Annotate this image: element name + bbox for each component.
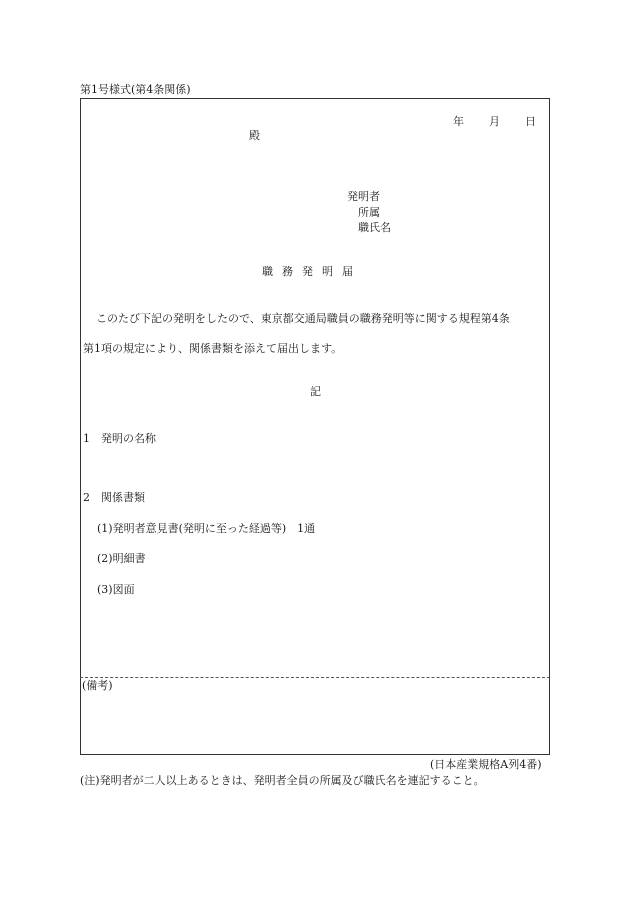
body-line-2: 第1項の規定により、関係書類を添えて届出します。 [83,342,343,355]
remarks-divider [80,677,550,678]
paper-standard-label: (日本産業規格A列4番) [430,758,542,771]
document-item: (3)図面 [97,583,135,596]
form-number-label: 第1号様式(第4条関係) [80,83,191,96]
form-frame [80,98,550,755]
document-item: (2)明細書 [97,552,146,565]
remarks-label: (備考) [82,679,113,692]
date-day-label: 日 [525,115,536,128]
inventor-position-name-label: 職氏名 [358,221,391,234]
footnote: (注)発明者が二人以上あるときは、発明者全員の所属及び職氏名を連記すること。 [80,774,485,787]
document-item: (1)発明者意見書(発明に至った経過等) 1通 [97,522,316,535]
section-related-documents: 2 関係書類 [83,491,145,504]
body-line-1: このたび下記の発明をしたので、東京都交通局職員の職務発明等に関する規程第4条 [96,312,510,325]
document-title: 職務発明届 [262,265,362,278]
date-year-label: 年 [453,115,464,128]
addressee-suffix: 殿 [249,129,260,142]
section-invention-name: 1 発明の名称 [83,432,156,445]
ki-heading: 記 [310,385,321,398]
inventor-affiliation-label: 所属 [358,206,380,219]
date-month-label: 月 [489,115,500,128]
inventor-heading: 発明者 [347,190,380,203]
